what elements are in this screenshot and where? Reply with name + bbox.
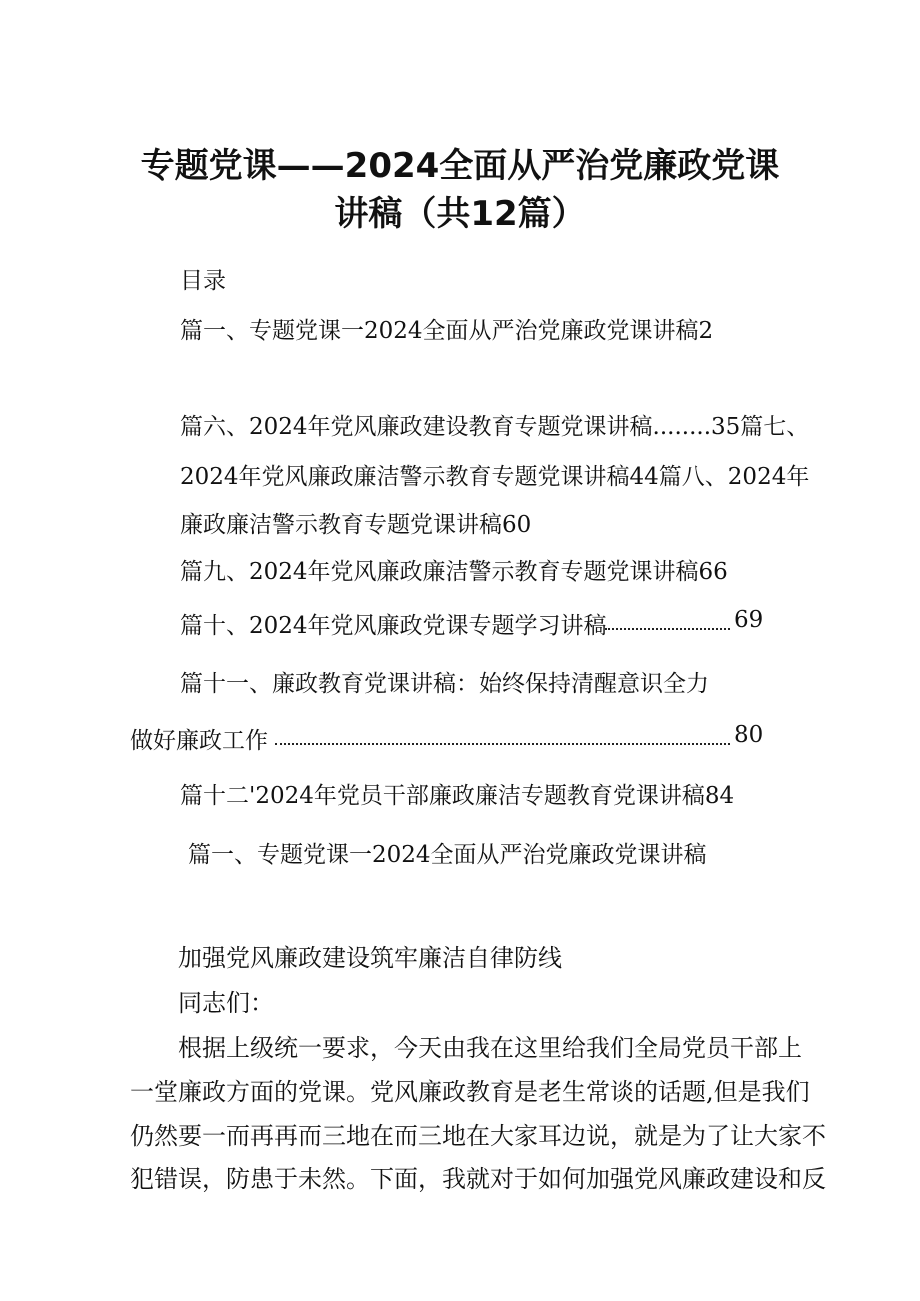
toc-entry[interactable]: 做好廉政工作 <box>130 728 268 754</box>
toc-page-number: 80 <box>734 722 764 748</box>
toc-page-number: 69 <box>734 607 764 633</box>
toc-entry[interactable]: 篇十二'2024年党员干部廉政廉洁专题教育党课讲稿84 <box>180 783 735 809</box>
speech-title: 加强党风廉政建设筑牢廉洁自律防线 <box>178 944 562 972</box>
document-title-line1: 专题党课——2024全面从严治党廉政党课 <box>140 146 780 186</box>
document-title-line2: 讲稿（共12篇） <box>334 194 586 234</box>
toc-entry[interactable]: 篇九、2024年党风廉政廉洁警示教育专题党课讲稿66 <box>180 559 728 585</box>
paragraph-line: 一堂廉政方面的党课。党风廉政教育是老生常谈的话题,但是我们 <box>130 1078 810 1106</box>
toc-entry[interactable]: 篇十一、廉政教育党课讲稿：始终保持清醒意识全力 <box>180 671 709 697</box>
toc-entry[interactable]: 廉政廉洁警示教育专题党课讲稿60 <box>180 512 532 538</box>
toc-entry[interactable]: 篇六、2024年党风廉政建设教育专题党课讲稿........35篇七、 <box>180 414 810 440</box>
paragraph-line: 犯错误，防患于未然。下面，我就对于如何加强党风廉政建设和反 <box>130 1165 826 1193</box>
paragraph-line: 根据上级统一要求，今天由我在这里给我们全局党员干部上 <box>178 1034 802 1062</box>
salutation: 同志们： <box>178 989 274 1017</box>
toc-heading: 目录 <box>180 268 226 294</box>
toc-entry[interactable]: 2024年党风廉政廉洁警示教育专题党课讲稿44篇八、2024年 <box>180 464 810 490</box>
toc-leader-dots <box>275 743 730 745</box>
section-heading: 篇一、专题党课一2024全面从严治党廉政党课讲稿 <box>188 842 707 868</box>
paragraph-line: 仍然要一而再再而三地在而三地在大家耳边说，就是为了让大家不 <box>130 1122 826 1150</box>
toc-entry[interactable]: 篇一、专题党课一2024全面从严治党廉政党课讲稿2 <box>180 318 714 344</box>
toc-leader-dots <box>605 628 730 630</box>
toc-entry[interactable]: 篇十、2024年党风廉政党课专题学习讲稿 <box>180 613 607 639</box>
